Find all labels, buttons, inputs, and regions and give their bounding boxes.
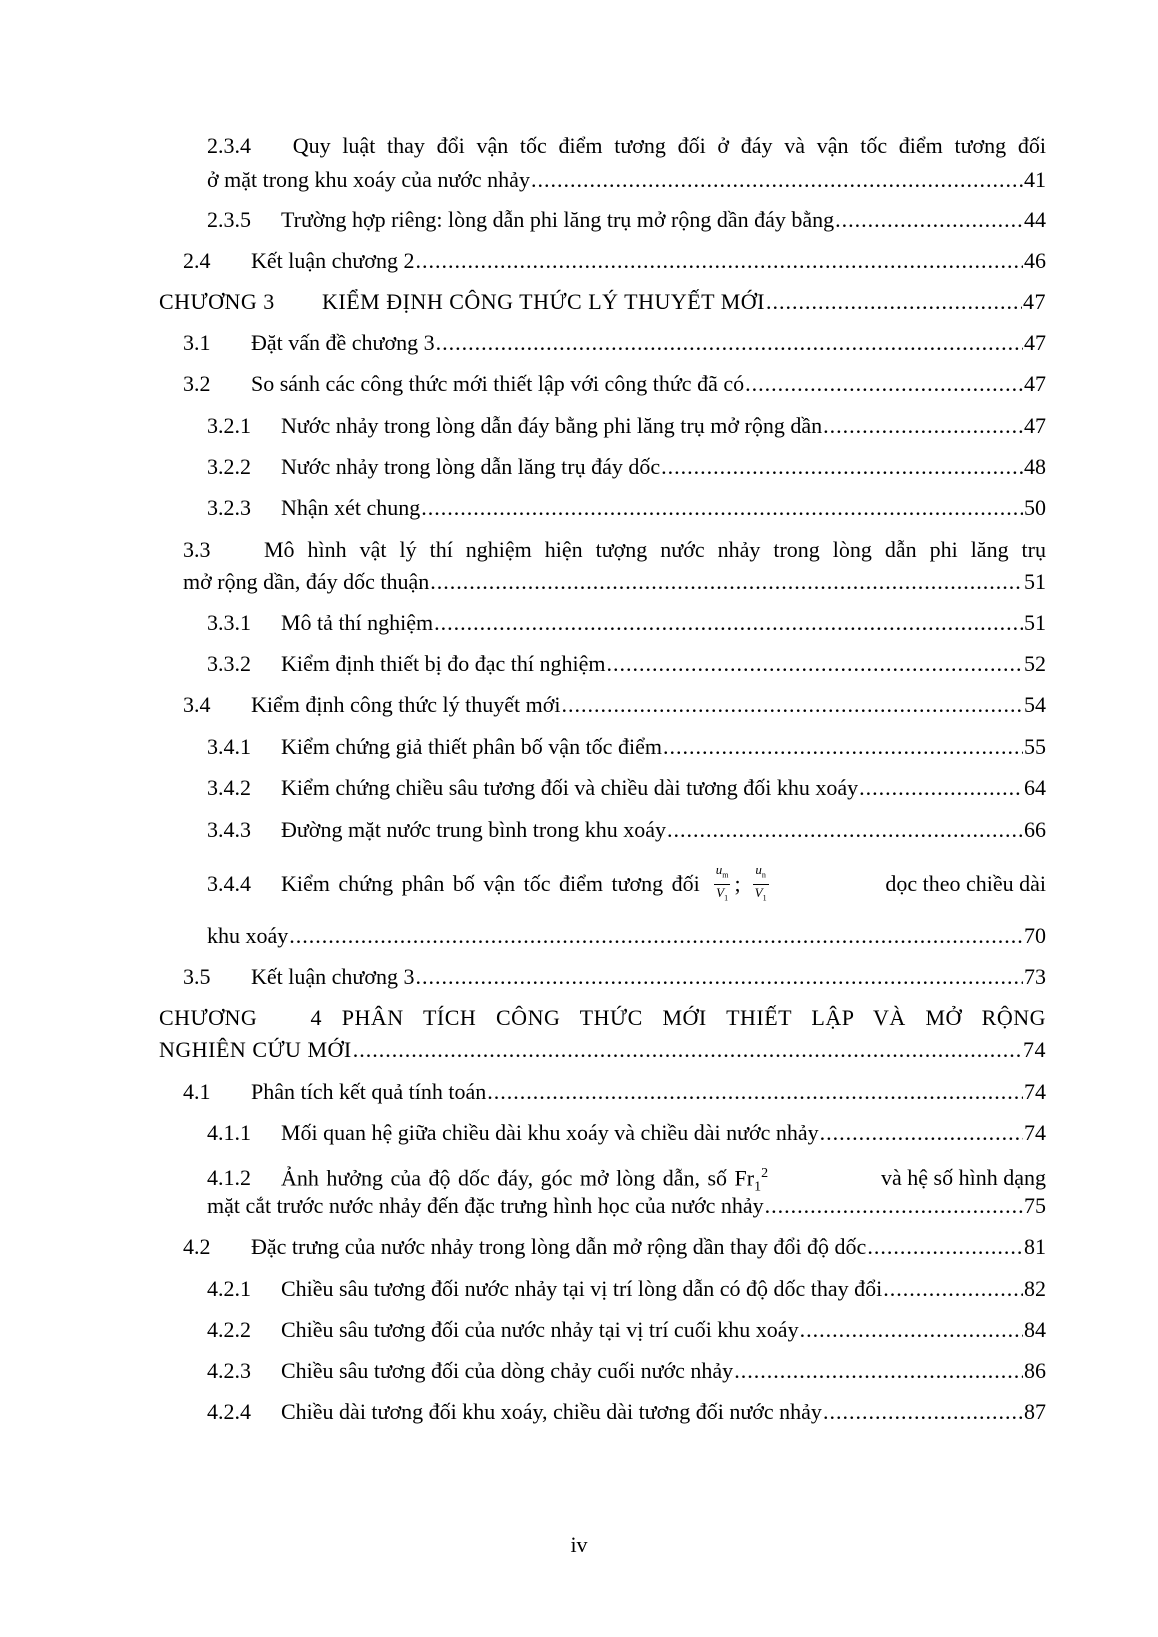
toc-title-line2: ở mặt trong khu xoáy của nước nhảy: [207, 167, 530, 192]
fraction-un-over-v1: $\frac{u_n}{V_1}$: [754, 861, 767, 903]
toc-page: 41: [1024, 167, 1046, 192]
toc-number: 3.3.2: [207, 651, 251, 676]
leader-dots: [823, 1396, 1023, 1428]
fr-subscript: 1: [754, 1179, 762, 1195]
toc-entry-2-3-5[interactable]: [207, 204, 1046, 236]
toc-title: Nước nhảy trong lòng dẫn đáy bằng phi lăng trụ mở rộng dần: [281, 413, 823, 438]
toc-title: Kết luận chương 2: [251, 248, 415, 273]
toc-title-line1-start: Kiểm chứng phân bố vận tốc điểm tương đối: [281, 871, 700, 896]
toc-title-line1-start: Ảnh hưởng của độ dốc đáy, góc mở lòng dẫn, số Fr: [281, 1165, 755, 1191]
toc-number: 3.2.3: [207, 495, 251, 520]
toc-entry-3-2[interactable]: [183, 368, 1046, 400]
toc-title-line1: Mô hình vật lý thí nghiệm hiện tượng nước nhảy trong lòng dẫn phi lăng trụ: [263, 537, 1046, 562]
toc-page: 50: [1024, 495, 1046, 520]
toc-page: 74: [1023, 1037, 1046, 1062]
toc-page: 47: [1024, 330, 1046, 355]
toc-title-line2: mặt cắt trước nước nhảy đến đặc trưng hình học của nước nhảy: [207, 1193, 764, 1218]
toc-number: 3.5: [183, 964, 211, 989]
toc-entry-3-3-2[interactable]: [207, 648, 1046, 680]
toc-entry-3-5[interactable]: [183, 961, 1046, 993]
toc-entry-3-2-3[interactable]: [207, 492, 1046, 524]
toc-entry-4-1-1[interactable]: [207, 1117, 1046, 1149]
leader-dots: [766, 286, 1022, 318]
toc-number: 4.2.4: [207, 1399, 251, 1424]
toc-chapter-number: CHƯƠNG 3: [159, 289, 275, 314]
toc-entry-3-4-4[interactable]: [207, 860, 1046, 908]
toc-title: So sánh các công thức mới thiết lập với công thức đã có: [251, 371, 745, 396]
toc-entry-3-3-cont[interactable]: [183, 566, 1046, 598]
toc-number: 4.2: [183, 1234, 211, 1259]
toc-entry-4-2-2[interactable]: [207, 1314, 1046, 1346]
toc-number: 3.2.1: [207, 413, 251, 438]
leader-dots: [859, 772, 1023, 804]
leader-dots: [765, 1190, 1023, 1222]
toc-number: 3.4.4: [207, 871, 251, 896]
leader-dots: [734, 1355, 1023, 1387]
page-number: iv: [570, 1532, 588, 1557]
toc-title: Kiểm chứng giả thiết phân bố vận tốc điểm: [281, 734, 662, 759]
toc-title: Kiểm định thiết bị đo đạc thí nghiệm: [281, 651, 606, 676]
toc-entry-chapter-4[interactable]: [159, 1002, 1046, 1034]
leader-dots: [606, 648, 1023, 680]
leader-dots: [667, 814, 1023, 846]
toc-number: 3.3: [183, 537, 211, 562]
toc-page: 47: [1024, 413, 1046, 438]
toc-number: 4.2.1: [207, 1276, 251, 1301]
toc-page: 86: [1024, 1358, 1046, 1383]
leader-dots: [823, 410, 1023, 442]
toc-title-line2: khu xoáy: [207, 923, 289, 948]
leader-dots: [883, 1273, 1023, 1305]
toc-page: 64: [1024, 775, 1046, 800]
toc-title: Nước nhảy trong lòng dẫn lăng trụ đáy dốc: [281, 454, 661, 479]
toc-number: 4.2.2: [207, 1317, 251, 1342]
toc-title: Chiều sâu tương đối của nước nhảy tại vị trí cuối khu xoáy: [281, 1317, 799, 1342]
leader-dots: [415, 245, 1023, 277]
toc-number: 4.1: [183, 1079, 211, 1104]
toc-title: Trường hợp riêng: lòng dẫn phi lăng trụ mở rộng dần đáy bằng: [281, 207, 835, 232]
toc-entry-4-1-2-cont[interactable]: [207, 1190, 1046, 1222]
toc-title: Chiều sâu tương đối của dòng chảy cuối nước nhảy: [281, 1358, 734, 1383]
toc-title-line1: PHÂN TÍCH CÔNG THỨC MỚI THIẾT LẬP VÀ MỞ RỘNG: [341, 1005, 1047, 1030]
toc-page: 54: [1024, 692, 1046, 717]
leader-dots: [430, 566, 1023, 598]
toc-title: Mối quan hệ giữa chiều dài khu xoáy và chiều dài nước nhảy: [281, 1120, 819, 1145]
toc-page: 74: [1024, 1079, 1046, 1104]
toc-number: 3.3.1: [207, 610, 251, 635]
toc-page: 51: [1024, 610, 1046, 635]
toc-entry-4-2-1[interactable]: [207, 1273, 1046, 1305]
leader-dots: [820, 1117, 1023, 1149]
toc-page: 52: [1024, 651, 1046, 676]
toc-page: 82: [1024, 1276, 1046, 1301]
toc-entry-3-4-4-cont[interactable]: [207, 920, 1046, 952]
leader-dots: [800, 1314, 1023, 1346]
toc-page: 81: [1024, 1234, 1046, 1259]
leader-dots: [289, 920, 1023, 952]
leader-dots: [745, 368, 1023, 400]
toc-number: 3.2.2: [207, 454, 251, 479]
toc-title: Nhận xét chung: [281, 495, 421, 520]
toc-title: Kiểm định công thức lý thuyết mới: [251, 692, 561, 717]
toc-entry-2-3-4-cont[interactable]: [207, 164, 1046, 196]
toc-entry-2-3-4[interactable]: [207, 130, 1046, 162]
toc-page: 73: [1024, 964, 1046, 989]
toc-number: 4.1.2: [207, 1165, 251, 1191]
toc-title: KIỂM ĐỊNH CÔNG THỨC LÝ THUYẾT MỚI: [322, 289, 765, 314]
toc-number: 3.4: [183, 692, 211, 717]
toc-entry-4-2[interactable]: [183, 1231, 1046, 1263]
toc-entry-3-1[interactable]: [183, 327, 1046, 359]
leader-dots: [434, 607, 1023, 639]
leader-dots: [661, 451, 1023, 483]
leader-dots: [436, 327, 1023, 359]
toc-number: 2.3.4: [207, 133, 251, 158]
toc-page: 44: [1024, 207, 1046, 232]
leader-dots: [835, 204, 1023, 236]
toc-entry-chapter-4-cont[interactable]: [159, 1034, 1046, 1066]
toc-page: 84: [1024, 1317, 1046, 1342]
toc-entry-3-4-3[interactable]: [207, 814, 1046, 846]
toc-title: Phân tích kết quả tính toán: [251, 1079, 487, 1104]
toc-entry-4-1[interactable]: [183, 1076, 1046, 1108]
toc-number: 3.4.3: [207, 817, 251, 842]
leader-dots: [353, 1034, 1022, 1066]
toc-title: Đặt vấn đề chương 3: [251, 330, 435, 355]
toc-title: Mô tả thí nghiệm: [281, 610, 434, 635]
toc-title-line1-end: và hệ số hình dạng: [881, 1165, 1046, 1191]
toc-page: 66: [1024, 817, 1046, 842]
leader-dots: [487, 1076, 1023, 1108]
toc-number: 3.1: [183, 330, 211, 355]
toc-title: Kết luận chương 3: [251, 964, 415, 989]
toc-title: Chiều sâu tương đối nước nhảy tại vị trí lòng dẫn có độ dốc thay đổi: [281, 1276, 883, 1301]
toc-number: 3.2: [183, 371, 211, 396]
toc-title: Đường mặt nước trung bình trong khu xoáy: [281, 817, 667, 842]
toc-chapter-number: CHƯƠNG 4: [159, 1005, 322, 1030]
toc-title: Chiều dài tương đối khu xoáy, chiều dài tương đối nước nhảy: [281, 1399, 822, 1424]
toc-entry-4-2-3[interactable]: [207, 1355, 1046, 1387]
toc-title: Đặc trưng của nước nhảy trong lòng dẫn mở rộng dần thay đổi độ dốc: [251, 1234, 867, 1259]
toc-title-line1: Quy luật thay đổi vận tốc điểm tương đối ở đáy và vận tốc điểm tương đối: [292, 133, 1047, 158]
toc-page: 51: [1024, 569, 1046, 594]
leader-dots: [531, 164, 1023, 196]
toc-entry-3-3-1[interactable]: [207, 607, 1046, 639]
toc-entry-3-3[interactable]: [183, 534, 1046, 566]
toc-number: 4.2.3: [207, 1358, 251, 1383]
toc-page: 87: [1024, 1399, 1046, 1424]
toc-title-line2: mở rộng dần, đáy dốc thuận: [183, 569, 430, 594]
leader-dots: [867, 1231, 1023, 1263]
toc-page: 48: [1024, 454, 1046, 479]
toc-entry-3-2-1[interactable]: [207, 410, 1046, 442]
toc-number: 2.3.5: [207, 207, 251, 232]
toc-page: 74: [1024, 1120, 1046, 1145]
leader-dots: [421, 492, 1023, 524]
toc-page: 55: [1024, 734, 1046, 759]
toc-page: 70: [1024, 923, 1046, 948]
toc-title: Kiểm chứng chiều sâu tương đối và chiều dài tương đối khu xoáy: [281, 775, 859, 800]
toc-entry-3-4-2[interactable]: [207, 772, 1046, 804]
toc-number: 3.4.1: [207, 734, 251, 759]
leader-dots: [562, 689, 1023, 721]
toc-entry-chapter-3[interactable]: [159, 286, 1046, 318]
toc-page: 46: [1024, 248, 1046, 273]
fr-superscript: 2: [761, 1166, 769, 1181]
toc-number: 4.1.1: [207, 1120, 251, 1145]
leader-dots: [663, 731, 1023, 763]
leader-dots: [415, 961, 1023, 993]
toc-entry-3-4-1[interactable]: [207, 731, 1046, 763]
toc-page: 47: [1023, 289, 1046, 314]
toc-title-line1-end: dọc theo chiều dài: [885, 871, 1046, 896]
toc-number: 3.4.2: [207, 775, 251, 800]
toc-entry-2-4[interactable]: [183, 245, 1046, 277]
fraction-um-over-v1: $\frac{u_m}{V_1}$: [715, 861, 729, 903]
toc-entry-3-4[interactable]: [183, 689, 1046, 721]
fraction-separator: ;: [734, 871, 741, 896]
toc-page: 75: [1024, 1193, 1046, 1218]
toc-page: 47: [1024, 371, 1046, 396]
toc-number: 2.4: [183, 248, 211, 273]
toc-entry-4-2-4[interactable]: [207, 1396, 1046, 1428]
toc-title-line2: NGHIÊN CỨU MỚI: [159, 1037, 352, 1062]
toc-entry-3-2-2[interactable]: [207, 451, 1046, 483]
